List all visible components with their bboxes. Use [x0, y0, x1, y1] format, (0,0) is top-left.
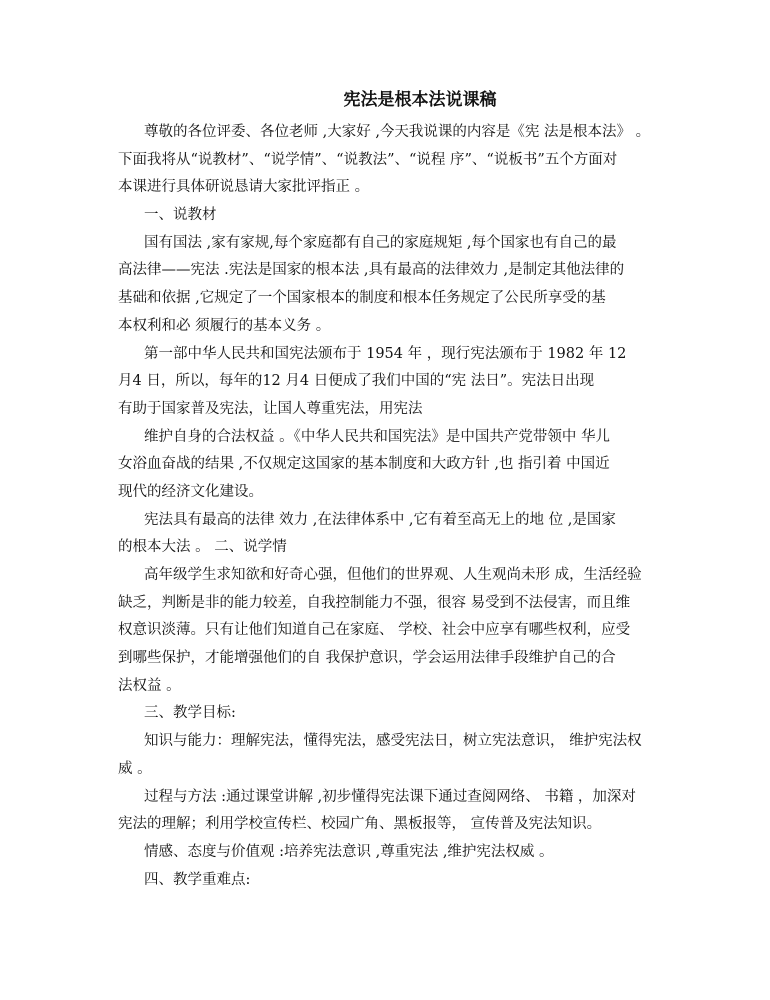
- section-heading: 四、教学重难点:: [144, 871, 251, 888]
- paragraph-line: 过程与方法 :通过课堂讲解 ,初步懂得宪法课下通过查阅网络、 书籍 ，加深对: [144, 788, 636, 805]
- paragraph-line: 现代的经济文化建设。: [118, 483, 263, 500]
- paragraph-line: 尊敬的各位评委、各位老师 ,大家好 ,今天我说课的内容是《宪 法是根本法》 。: [144, 124, 651, 140]
- paragraph-line: 本课进行具体研说恳请大家批评指正 。: [118, 179, 370, 196]
- document-body: [118, 119, 658, 894]
- paragraph-line: 女浴血奋战的结果 ,不仅规定这国家的基本制度和大政方针 ,也 指引着 中国近: [118, 456, 610, 473]
- section-heading: 三、教学目标:: [144, 705, 236, 722]
- paragraph-line: 月4 日，所以，每年的12 月4 日便成了我们中国的“宪 法日”。宪法日出现: [118, 373, 595, 390]
- paragraph-line: 高年级学生求知欲和好奇心强，但他们的世界观、人生观尚未形 成，生活经验: [144, 567, 642, 583]
- paragraph-line: 宪法的理解；利用学校宣传栏、校园广角、黑板报等， 宣传普及宪法知识。: [118, 816, 602, 833]
- paragraph-line: 权意识淡薄。只有让他们知道自己在家庭、 学校、社会中应享有哪些权利，应受: [118, 622, 631, 639]
- paragraph-line: 知识与能力：理解宪法，懂得宪法，感受宪法日，树立宪法意识， 维护宪法权: [144, 733, 642, 750]
- paragraph-line: 的根本大法 。 二、说学情: [118, 539, 287, 556]
- paragraph-line: 维护自身的合法权益 。《中华人民共和国宪法》是中国共产党带领中 华儿: [144, 428, 610, 445]
- paragraph-line: 下面我将从“说教材”、“说学情”、“说教法”、“说程 序”、“说板书”五个方面对: [118, 151, 618, 168]
- paragraph-line: 宪法具有最高的法律 效力 ,在法律体系中 ,它有着至高无上的地 位 ,是国家: [144, 511, 616, 528]
- section-heading: 一、说教材: [144, 207, 217, 224]
- paragraph-line: 威 。: [118, 760, 152, 777]
- paragraph-line: 第一部中华人民共和国宪法颁布于 1954 年 ，现行宪法颁布于 1982 年 12: [144, 345, 627, 362]
- paragraph-line: 法权益 。: [118, 677, 181, 694]
- paragraph-line: 基础和依据 ,它规定了一个国家根本的制度和根本任务规定了公民所享受的基: [118, 290, 606, 307]
- paragraph-line: 缺乏，判断是非的能力较差，自我控制能力不强，很容 易受到不法侵害，而且维: [118, 594, 631, 611]
- document-title: 宪法是根本法说课稿: [343, 90, 497, 110]
- paragraph-line: 情感、态度与价值观 :培养宪法意识 ,尊重宪法 ,维护宪法权威 。: [144, 843, 554, 860]
- paragraph-line: 到哪些保护，才能增强他们的自 我保护意识，学会运用法律手段维护自己的合: [118, 650, 616, 667]
- paragraph-line: 国有国法 ,家有家规,每个家庭都有自己的家庭规矩 ,每个国家也有自己的最: [144, 234, 617, 251]
- paragraph-line: 有助于国家普及宪法，让国人尊重宪法，用宪法: [118, 400, 423, 417]
- paragraph-line: 本权利和必 须履行的基本义务 。: [118, 317, 331, 334]
- paragraph-line: 高法律——宪法 .宪法是国家的根本法 ,具有最高的法律效力 ,是制定其他法律的: [118, 262, 625, 279]
